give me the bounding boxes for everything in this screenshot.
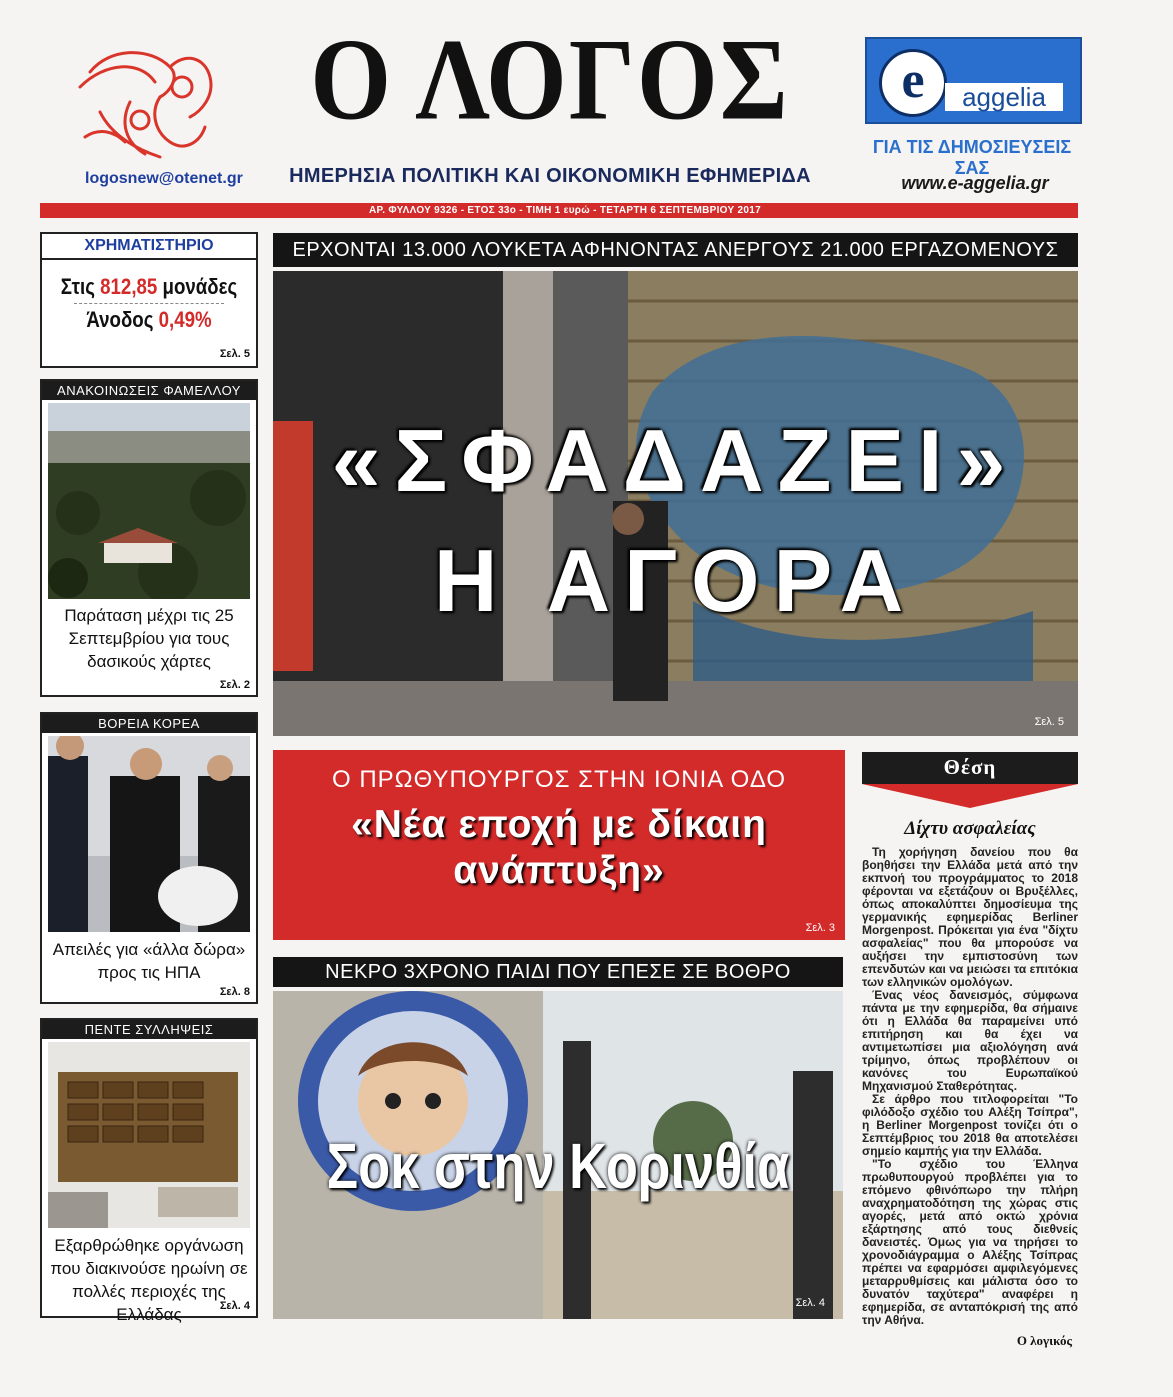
opinion-signature: Ο λογικός bbox=[1016, 1333, 1072, 1348]
stock-change-value: 0,49% bbox=[158, 307, 212, 332]
story-section-header: ΠΕΝΤΕ ΣΥΛΛΗΨΕΙΣ bbox=[42, 1020, 256, 1039]
pm-story-kicker: Ο ΠΡΩΘΥΠΟΥΡΓΟΣ ΣΤΗΝ ΙΟΝΙΑ ΟΔΟ bbox=[331, 766, 787, 793]
forest-house-photo bbox=[48, 403, 250, 599]
opinion-column[interactable] bbox=[862, 752, 1078, 1349]
pm-story-title-line2: ανάπτυξη» bbox=[453, 849, 665, 892]
stock-market-header: ΧΡΗΜΑΤΙΣΤΗΡΙΟ bbox=[42, 234, 256, 260]
contact-email[interactable]: logosnew@otenet.gr bbox=[85, 170, 243, 187]
bottom-story-banner: ΝΕΚΡΟ 3ΧΡΟΝΟ ΠΑΙΔΙ ΠΟΥ ΕΠΕΣΕ ΣΕ ΒΟΘΡΟ bbox=[273, 957, 843, 987]
story-caption: Εξαρθρώθηκε οργάνωση που διακινούσε ηρωίνη σε πολλές περιοχές της Ελλάδας bbox=[50, 1236, 248, 1324]
ad-url[interactable]: www.e-aggelia.gr bbox=[901, 173, 1049, 193]
page-ref: Σελ. 4 bbox=[795, 1297, 825, 1309]
pm-story-title-line1: «Νέα εποχή με δίκαιη bbox=[351, 803, 767, 846]
pm-story-box[interactable] bbox=[273, 750, 845, 940]
page-ref: Σελ. 3 bbox=[805, 922, 835, 934]
page-ref: Σελ. 4 bbox=[219, 1300, 250, 1312]
top-story-banner: ΕΡΧΟΝΤΑΙ 13.000 ΛΟΥΚΕΤΑ ΑΦΗΝΟΝΤΑΣ ΑΝΕΡΓΟΥΣ 21.000 ΕΡΓΑΖΟΜΕΝΟΥΣ bbox=[273, 233, 1078, 267]
issue-info: ΑΡ. ΦΥΛΛΟΥ 9326 - ΕΤΟΣ 33ο - ΤΙΜΗ 1 ευρώ - ΤΕΤΑΡΤΗ 6 ΣΕΠΤΕΜΒΡΙΟΥ 2017 bbox=[369, 205, 761, 216]
story-caption: Απειλές για «άλλα δώρα» προς τις ΗΠΑ bbox=[52, 940, 246, 982]
corinth-story-photo[interactable] bbox=[273, 991, 843, 1319]
main-headline-line1: «ΣΦΑΔΑΖΕΙ» bbox=[331, 411, 1020, 510]
story-caption: Παράταση μέχρι τις 25 Σεπτεμβρίου για τους δασικούς χάρτες bbox=[64, 606, 234, 671]
main-headline-line2: Η ΑΓΟΡΑ bbox=[433, 531, 918, 630]
story-section-header: ΒΟΡΕΙΑ ΚΟΡΕΑ bbox=[42, 714, 256, 733]
ad-tagline: ΓΙΑ ΤΙΣ ΔΗΜΟΣΙΕΥΣΕΙΣ ΣΑΣ bbox=[872, 137, 1072, 178]
newspaper-title: Ο ΛΟΓΟΣ bbox=[310, 15, 790, 145]
opinion-paragraph: "Το σχέδιο του Έλληνα πρωθυπουργού προβλέπει για το επόμενο φθινόπωρο την πλήρη αναχρηματοδότηση της χώρας στις αγορές, μετά από οκτώ χρόνια εξάρτησης από τους διεθνείς δανειστές. Όμως για να τηρήσει το χρονοδιάγραμμα ο Αλέξης Τσίπρας πρέπει να εφαρμόσει αμφιλεγόμενες μεταρρυθμίσεις και μάλιστα όσο το δυνατόν ταχύτερα" αναφέρει η εφημερίδα, σε ανταπόκρισή της από την Αθήνα. bbox=[862, 1157, 1078, 1327]
seized-drugs-photo bbox=[48, 1042, 250, 1228]
newspaper-logo-illustration bbox=[70, 42, 230, 167]
stock-index-value: 812,85 bbox=[100, 274, 158, 299]
page-ref: Σελ. 2 bbox=[219, 679, 250, 691]
main-story-photo[interactable] bbox=[273, 271, 1078, 736]
newspaper-subtitle: ΗΜΕΡΗΣΙΑ ΠΟΛΙΤΙΚΗ ΚΑΙ ΟΙΚΟΝΟΜΙΚΗ ΕΦΗΜΕΡΙΔΑ bbox=[289, 165, 811, 187]
opinion-paragraph: Τη χορήγηση δανείου που θα βοηθήσει την Ελλάδα μετά από την εκπνοή του προγράμματος το 2018 φέρονται να εξετάζουν οι Βρυξέλλες, όπως αποκαλύπτει δημοσίευμα της γερμανικής εφημερίδας Berliner Morgenpost. Πρόκειται για ένα "δίχτυ ασφαλείας" που θα μπορούσε να αυξήσει την εμπιστοσύνη των επενδυτών και να μειώσει τα επιτόκια των ελληνικών ομολόγων. bbox=[862, 845, 1078, 989]
eaggelia-e-icon: e bbox=[879, 49, 947, 117]
stock-change-line: Άνοδος 0,49% bbox=[86, 307, 212, 332]
opinion-paragraph: Ένας νέος δανεισμός, σύμφωνα πάντα με την εφημερίδα, θα σήμαινε ότι η Ελλάδα θα παραμείνει υπό επιτήρηση και θα έχει να αντιμετωπίσει μια αξιολόγηση ανά τρίμηνο, όπως προβλέπουν οι κανόνες του Ευρωπαϊκού Μηχανισμού Σταθερότητας. bbox=[862, 988, 1078, 1093]
sidebar-story-arrests[interactable] bbox=[40, 1018, 258, 1324]
story-section-header: ΑΝΑΚΟΙΝΩΣΕΙΣ ΦΑΜΕΛΛΟΥ bbox=[42, 381, 256, 400]
eaggelia-ad-logo[interactable] bbox=[865, 37, 1082, 124]
page-ref: Σελ. 5 bbox=[219, 348, 250, 360]
page-ref: Σελ. 5 bbox=[1034, 716, 1064, 728]
sidebar-story-famellos[interactable] bbox=[40, 379, 258, 697]
north-korea-photo bbox=[48, 736, 250, 932]
stock-market-box[interactable] bbox=[40, 232, 258, 368]
sidebar-story-north-korea[interactable] bbox=[40, 712, 258, 1004]
divider bbox=[74, 303, 224, 304]
opinion-title: Δίχτυ ασφαλείας bbox=[904, 818, 1036, 839]
page-ref: Σελ. 8 bbox=[219, 986, 250, 998]
opinion-paragraph: Σε άρθρο που τιτλοφορείται "Το φιλόδοξο σχέδιο του Αλέξη Τσίπρα", η Berliner Morgenpost τονίζει ότι ο Σεπτέμβριος του 2018 θα αποτελέσει σημείο καμπής για την Ελλάδα. bbox=[862, 1092, 1078, 1158]
corinth-headline: Σοκ στην Κορινθία bbox=[326, 1130, 790, 1202]
opinion-label: Θέση bbox=[943, 755, 997, 779]
stock-index-line: Στις 812,85 μονάδες bbox=[60, 274, 238, 299]
eaggelia-logo-text: aggelia bbox=[945, 83, 1063, 111]
